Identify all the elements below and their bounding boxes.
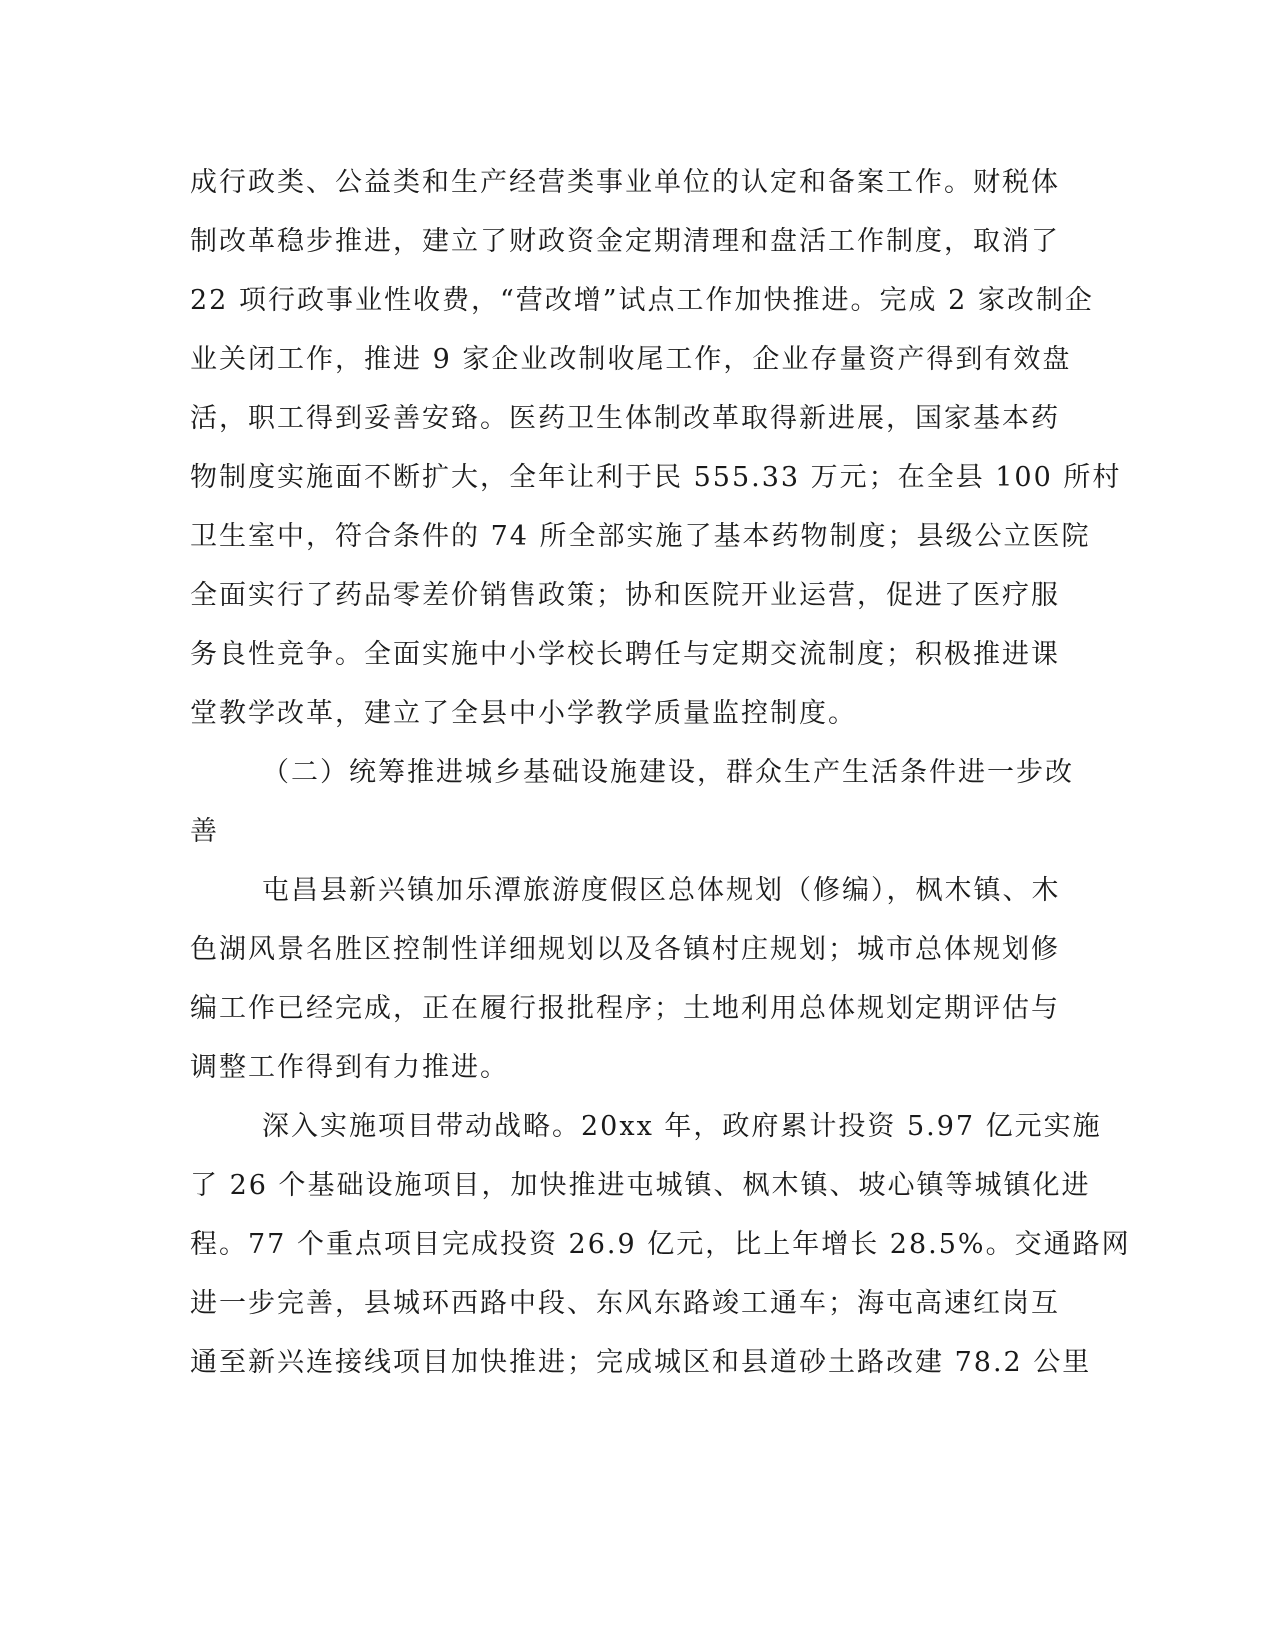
para1-line-9: 务良性竞争。全面实施中小学校长聘任与定期交流制度；积极推进课	[190, 639, 1060, 670]
para1-line-8: 全面实行了药品零差价销售政策；协和医院开业运营，促进了医疗服	[190, 580, 1060, 611]
section-heading-line-2: 善	[190, 816, 219, 847]
para3-line-4: 进一步完善，县城环西路中段、东风东路竣工通车；海屯高速红岗互	[190, 1288, 1060, 1319]
para1-line-10: 堂教学改革，建立了全县中小学教学质量监控制度。	[190, 698, 857, 729]
para3-line-3: 程。77 个重点项目完成投资 26.9 亿元，比上年增长 28.5%。交通路网	[190, 1229, 1131, 1260]
para3-line-2: 了 26 个基础设施项目，加快推进屯城镇、枫木镇、坡心镇等城镇化进	[190, 1170, 1091, 1201]
para1-line-6: 物制度实施面不断扩大，全年让利于民 555.33 万元；在全县 100 所村	[190, 462, 1122, 493]
para2-line-4: 调整工作得到有力推进。	[190, 1052, 509, 1083]
para1-line-5: 活，职工得到妥善安臵。医药卫生体制改革取得新进展，国家基本药	[190, 403, 1060, 434]
para2-line-2: 色湖风景名胜区控制性详细规划以及各镇村庄规划；城市总体规划修	[190, 934, 1060, 965]
para1-line-3: 22 项行政事业性收费，“营改增”试点工作加快推进。完成 2 家改制企	[190, 285, 1094, 316]
para1-line-1: 成行政类、公益类和生产经营类事业单位的认定和备案工作。财税体	[190, 167, 1060, 198]
para3-line-1: 深入实施项目带动战略。20xx 年，政府累计投资 5.97 亿元实施	[262, 1111, 1102, 1142]
para2-line-3: 编工作已经完成，正在履行报批程序；土地利用总体规划定期评估与	[190, 993, 1060, 1024]
para1-line-7: 卫生室中，符合条件的 74 所全部实施了基本药物制度；县级公立医院	[190, 521, 1091, 552]
para1-line-2: 制改革稳步推进，建立了财政资金定期清理和盘活工作制度，取消了	[190, 226, 1060, 257]
para3-line-5: 通至新兴连接线项目加快推进；完成城区和县道砂土路改建 78.2 公里	[190, 1347, 1092, 1378]
para1-line-4: 业关闭工作，推进 9 家企业改制收尾工作，企业存量资产得到有效盘	[190, 344, 1072, 375]
section-heading-line-1: （二）统筹推进城乡基础设施建设，群众生产生活条件进一步改	[262, 757, 1074, 788]
para2-line-1: 屯昌县新兴镇加乐潭旅游度假区总体规划（修编），枫木镇、木	[262, 875, 1061, 906]
